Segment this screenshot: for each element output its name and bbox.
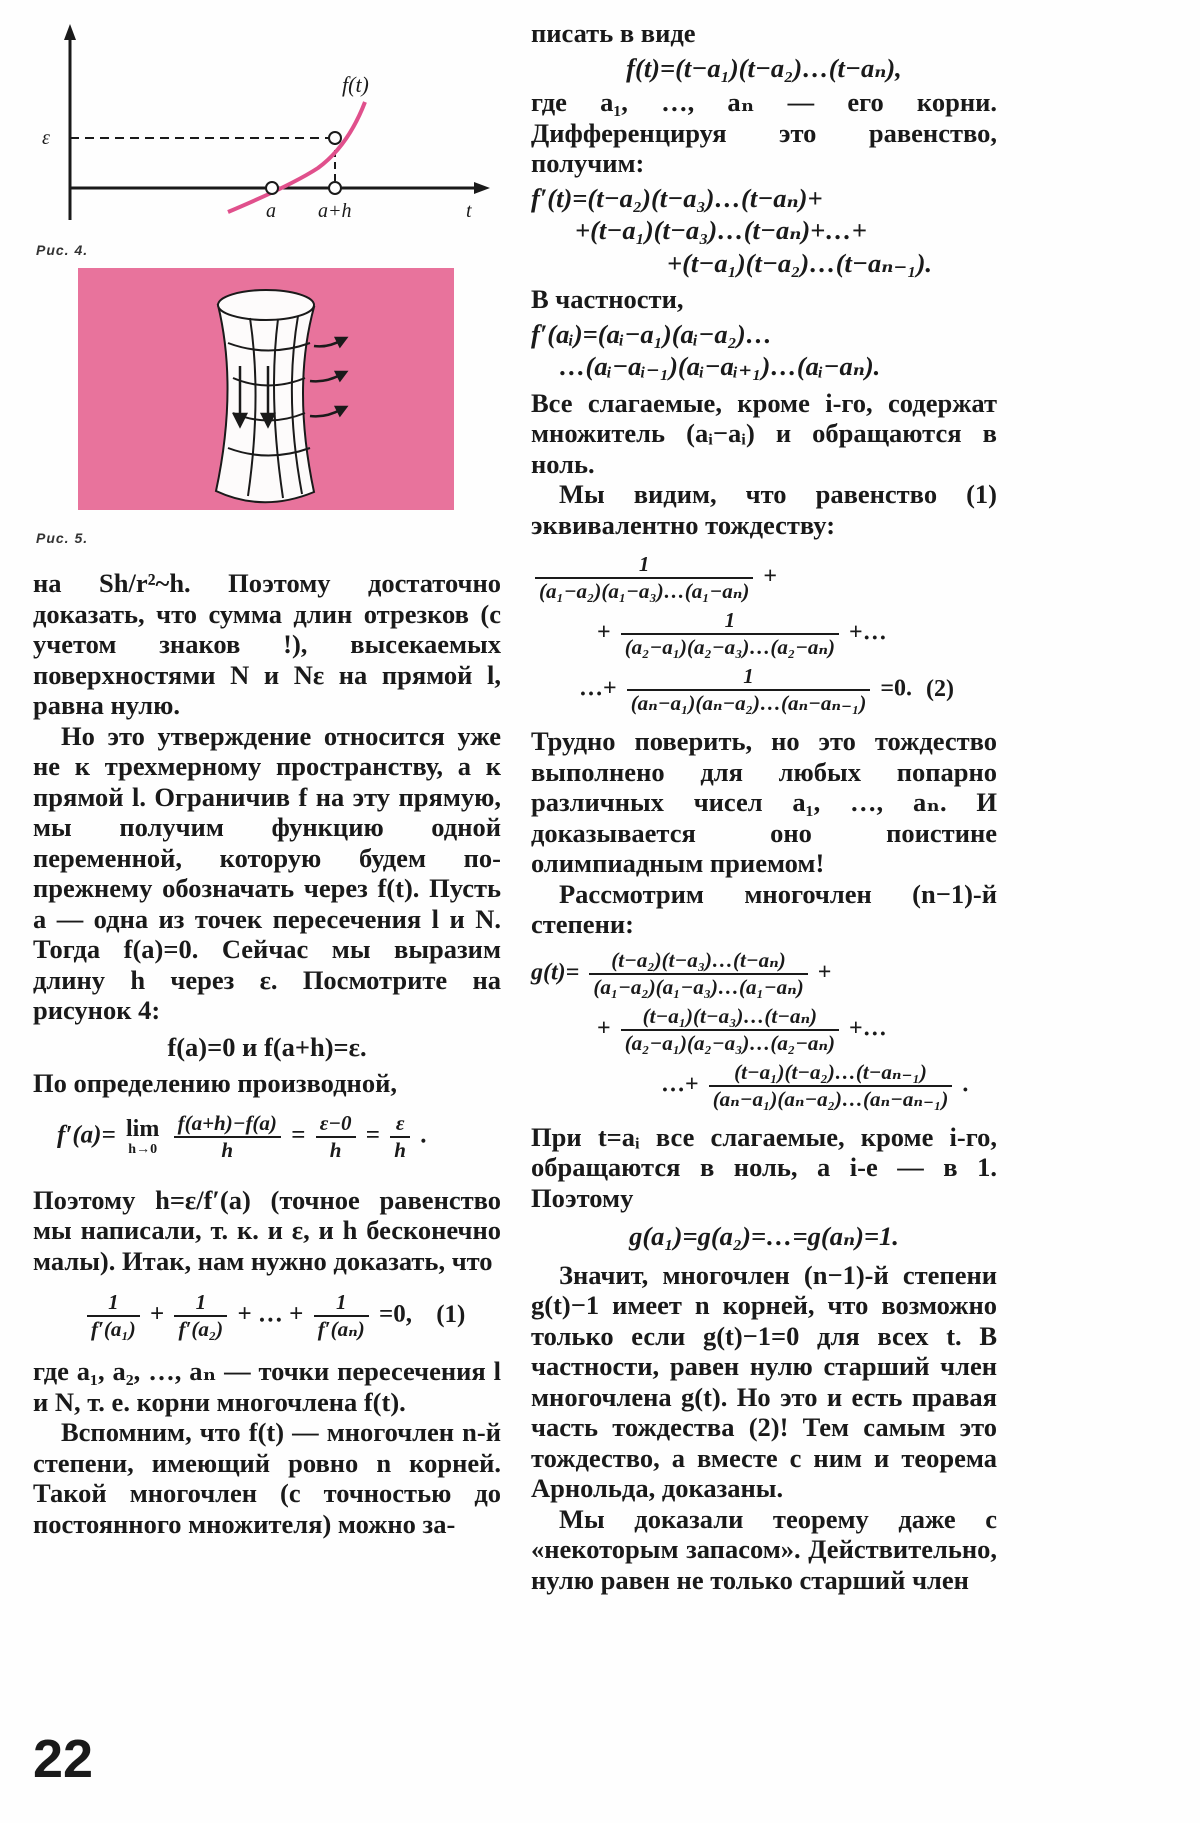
eq2-plus-dots: +… <box>849 619 887 646</box>
equation-g-line-3 <box>661 1060 997 1112</box>
period: . <box>420 1121 427 1149</box>
eq1-frac-1-den: f′(a₁) <box>87 1315 140 1342</box>
g-frac-2-den: (a₂−a₁)(a₂−a₃)…(a₂−aₙ) <box>621 1029 839 1056</box>
eq1-dots: + … + <box>237 1300 304 1328</box>
right-paragraph-4: Все слагаемые, кроме i-го, содержат множитель (aᵢ−aᵢ) и обращаются в ноль. <box>531 387 997 479</box>
eq1-label: (1) <box>436 1300 466 1328</box>
g-end: . <box>962 1071 969 1098</box>
equation-2-line-3 <box>579 664 997 716</box>
g-frac-3-den: (aₙ−a₁)(aₙ−a₂)…(aₙ−aₙ₋₁) <box>709 1085 953 1112</box>
equals-2: = <box>365 1121 381 1149</box>
eq1-frac-1-num: 1 <box>108 1290 119 1314</box>
equation-g-line-1 <box>531 948 997 1000</box>
eq2-plus-2: + <box>597 619 611 646</box>
top-rim <box>218 290 314 320</box>
equation-fprime-ai-line-2: …(aᵢ−aᵢ₋₁)(aᵢ−aᵢ₊₁)…(aᵢ−aₙ). <box>559 351 881 381</box>
figure-5-caption: Рис. 5. <box>36 530 89 546</box>
equation-g-values: g(a₁)=g(a₂)=…=g(aₙ)=1. <box>629 1221 899 1251</box>
right-paragraph-2: где a₁, …, aₙ — его корни. Дифференцируя это равенство, получим: <box>531 87 997 178</box>
point-epsilon <box>329 132 341 144</box>
label-epsilon: ε <box>42 127 50 149</box>
fraction-2-num: ε−0 <box>319 1110 352 1135</box>
eq2-label: (2) <box>926 675 955 702</box>
g-plus-dots: +… <box>849 1015 887 1042</box>
equation-fa: f(a)=0 и f(a+h)=ε. <box>167 1031 367 1062</box>
figure-5-illustration <box>78 268 454 510</box>
eq1-frac-3 <box>314 1290 369 1342</box>
label-a: a <box>266 200 276 222</box>
right-paragraph-3: В частности, <box>531 284 684 314</box>
fraction-3 <box>390 1111 410 1163</box>
eq2-dots-plus: …+ <box>579 675 617 702</box>
figure-4-caption: Рис. 4. <box>36 242 89 258</box>
g-plus-2: + <box>597 1015 611 1042</box>
g-frac-3 <box>709 1060 953 1112</box>
equation-fprime-line-1: f′(t)=(t−a₂)(t−a₃)…(t−aₙ)+ <box>531 182 823 213</box>
left-paragraph-5: где a₁, a₂, …, aₙ — точки пересечения l и N, т. е. корни многочлена f(t). <box>33 1356 501 1417</box>
fraction-1 <box>174 1111 281 1163</box>
eq2-plus-1: + <box>763 563 778 590</box>
x-axis-arrow <box>474 182 490 194</box>
y-axis-arrow <box>64 24 76 40</box>
fraction-1-den: h <box>174 1136 281 1163</box>
left-paragraph-6: Вспомним, что f(t) — многочлен n-й степени, имеющий ровно n корней. Такой многочлен (с точностью до постоянного множителя) можно за- <box>33 1417 501 1539</box>
g-frac-2 <box>621 1004 839 1056</box>
right-paragraph-8: При t=aᵢ все слагаемые, кроме i-го, обращаются в ноль, а i-е — в 1. Поэтому <box>531 1121 997 1213</box>
equation-f-product: f(t)=(t−a₁)(t−a₂)…(t−aₙ), <box>626 52 902 83</box>
figure-4-graph <box>30 20 500 250</box>
eq2-frac-1-num: 1 <box>638 552 650 576</box>
point-a-plus-h <box>329 182 341 194</box>
limit-sub: h→0 <box>128 1141 158 1157</box>
eq2-frac-1 <box>535 552 753 604</box>
equation-derivative <box>57 1111 501 1163</box>
limit <box>126 1116 159 1158</box>
left-paragraph-3: По определению производной, <box>33 1068 397 1098</box>
right-paragraph-10: Мы доказали теорему даже с «некоторым запасом». Действительно, нулю равен не только старший член <box>531 1503 997 1595</box>
eq1-frac-2-den: f′(a₂) <box>174 1315 227 1342</box>
eq1-frac-2-num: 1 <box>195 1290 207 1314</box>
point-a <box>266 182 278 194</box>
g-frac-1 <box>589 948 807 1000</box>
label-a-plus-h: a+h <box>318 200 352 222</box>
eq1-plus: + <box>149 1300 165 1328</box>
eq1-frac-3-num: 1 <box>335 1290 347 1314</box>
eq2-frac-1-den: (a₁−a₂)(a₁−a₃)…(a₁−aₙ) <box>535 577 753 604</box>
eq2-frac-2 <box>621 608 839 660</box>
eq1-rhs: =0, <box>378 1300 412 1328</box>
right-paragraph-1: писать в виде <box>531 18 696 48</box>
fraction-2-den: h <box>316 1136 356 1163</box>
fraction-1-num: f(a+h)−f(a) <box>177 1110 277 1135</box>
equation-fprime-ai-line-1: f′(aᵢ)=(aᵢ−a₁)(aᵢ−a₂)… <box>531 318 773 349</box>
equation-2-line-2 <box>597 608 997 660</box>
left-paragraph-2: Но это утверждение относится уже не к трехмерному пространству, а к прямой l. Ограничив f на эту прямую, мы получим функцию одной переменной, которую будем по-прежнему обозначать через f(t). Пусть a — одна из точек пересечения l и N. Тогда f(a)=0. Сейчас мы выразим длину h через ε. Посмотрите на рисунок 4: <box>33 720 501 1025</box>
g-plus-1: + <box>817 959 832 986</box>
equation-fprime-line-3: +(t−a₁)(t−a₂)…(t−aₙ₋₁). <box>667 247 933 278</box>
g-frac-1-den: (a₁−a₂)(a₁−a₃)…(a₁−aₙ) <box>589 973 807 1000</box>
fraction-3-num: ε <box>395 1110 405 1135</box>
label-t: t <box>466 200 472 222</box>
equation-1 <box>83 1290 501 1342</box>
eq1-frac-3-den: f′(aₙ) <box>314 1315 369 1342</box>
limit-text: lim <box>126 1115 160 1142</box>
equation-fprime-line-2: +(t−a₁)(t−a₃)…(t−aₙ)+…+ <box>575 215 867 245</box>
eq2-frac-3-den: (aₙ−a₁)(aₙ−a₂)…(aₙ−aₙ₋₁) <box>627 689 871 716</box>
eq1-frac-2 <box>174 1290 227 1342</box>
equation-2-line-1 <box>531 552 997 604</box>
eq1-frac-1 <box>87 1290 140 1342</box>
g-frac-2-num: (t−a₁)(t−a₃)…(t−aₙ) <box>642 1003 818 1028</box>
curve-f <box>228 102 365 212</box>
label-ft: f(t) <box>342 72 369 97</box>
g-frac-3-num: (t−a₁)(t−a₂)…(t−aₙ₋₁) <box>734 1059 927 1084</box>
eq2-frac-3-num: 1 <box>743 664 754 688</box>
right-paragraph-9: Значит, многочлен (n−1)-й степени g(t)−1 имеет n корней, что возможно только если g(t)−1=0 для всех t. В частности, равен нулю старший член многочлена g(t). Но это и есть правая часть тождества (2)! Тем самым это тождество, а вместе с ним и теорема Арнольда, доказаны. <box>531 1259 997 1503</box>
left-column <box>33 568 501 1539</box>
g-lhs: g(t)= <box>531 959 580 986</box>
left-paragraph-1: на Sh/r²~h. Поэтому достаточно доказать, что сумма длин отрезков (с учетом знаков !), высекаемых поверхностями N и Nε на прямой l, равна нулю. <box>33 568 501 720</box>
fraction-3-den: h <box>390 1136 410 1163</box>
eq2-frac-2-den: (a₂−a₁)(a₂−a₃)…(a₂−aₙ) <box>621 633 839 660</box>
eq2-frac-2-num: 1 <box>724 608 736 632</box>
right-paragraph-5: Мы видим, что равенство (1) эквивалентно тождеству: <box>531 479 997 540</box>
g-dots-plus: …+ <box>661 1071 699 1098</box>
eq2-frac-3 <box>627 664 871 716</box>
eq2-rhs: =0. <box>880 675 913 702</box>
page-number: 22 <box>33 1729 94 1789</box>
left-paragraph-4: Поэтому h=ε/f′(a) (точное равенство мы написали, т. к. и ε, и h бесконечно малы). Итак, нам нужно доказать, что <box>33 1184 501 1276</box>
right-paragraph-6: Трудно поверить, но это тождество выполнено для любых попарно различных чисел a₁, …, aₙ. И доказывается оно поистине олимпиадным приемом! <box>531 726 997 878</box>
deriv-lhs: f′(a)= <box>57 1121 116 1149</box>
equation-g-line-2 <box>597 1004 997 1056</box>
right-column <box>531 18 997 1595</box>
fraction-2 <box>316 1111 356 1163</box>
equals-1: = <box>291 1121 306 1149</box>
g-frac-1-num: (t−a₂)(t−a₃)…(t−aₙ) <box>611 947 786 972</box>
right-paragraph-7: Рассмотрим многочлен (n−1)-й степени: <box>531 878 997 939</box>
